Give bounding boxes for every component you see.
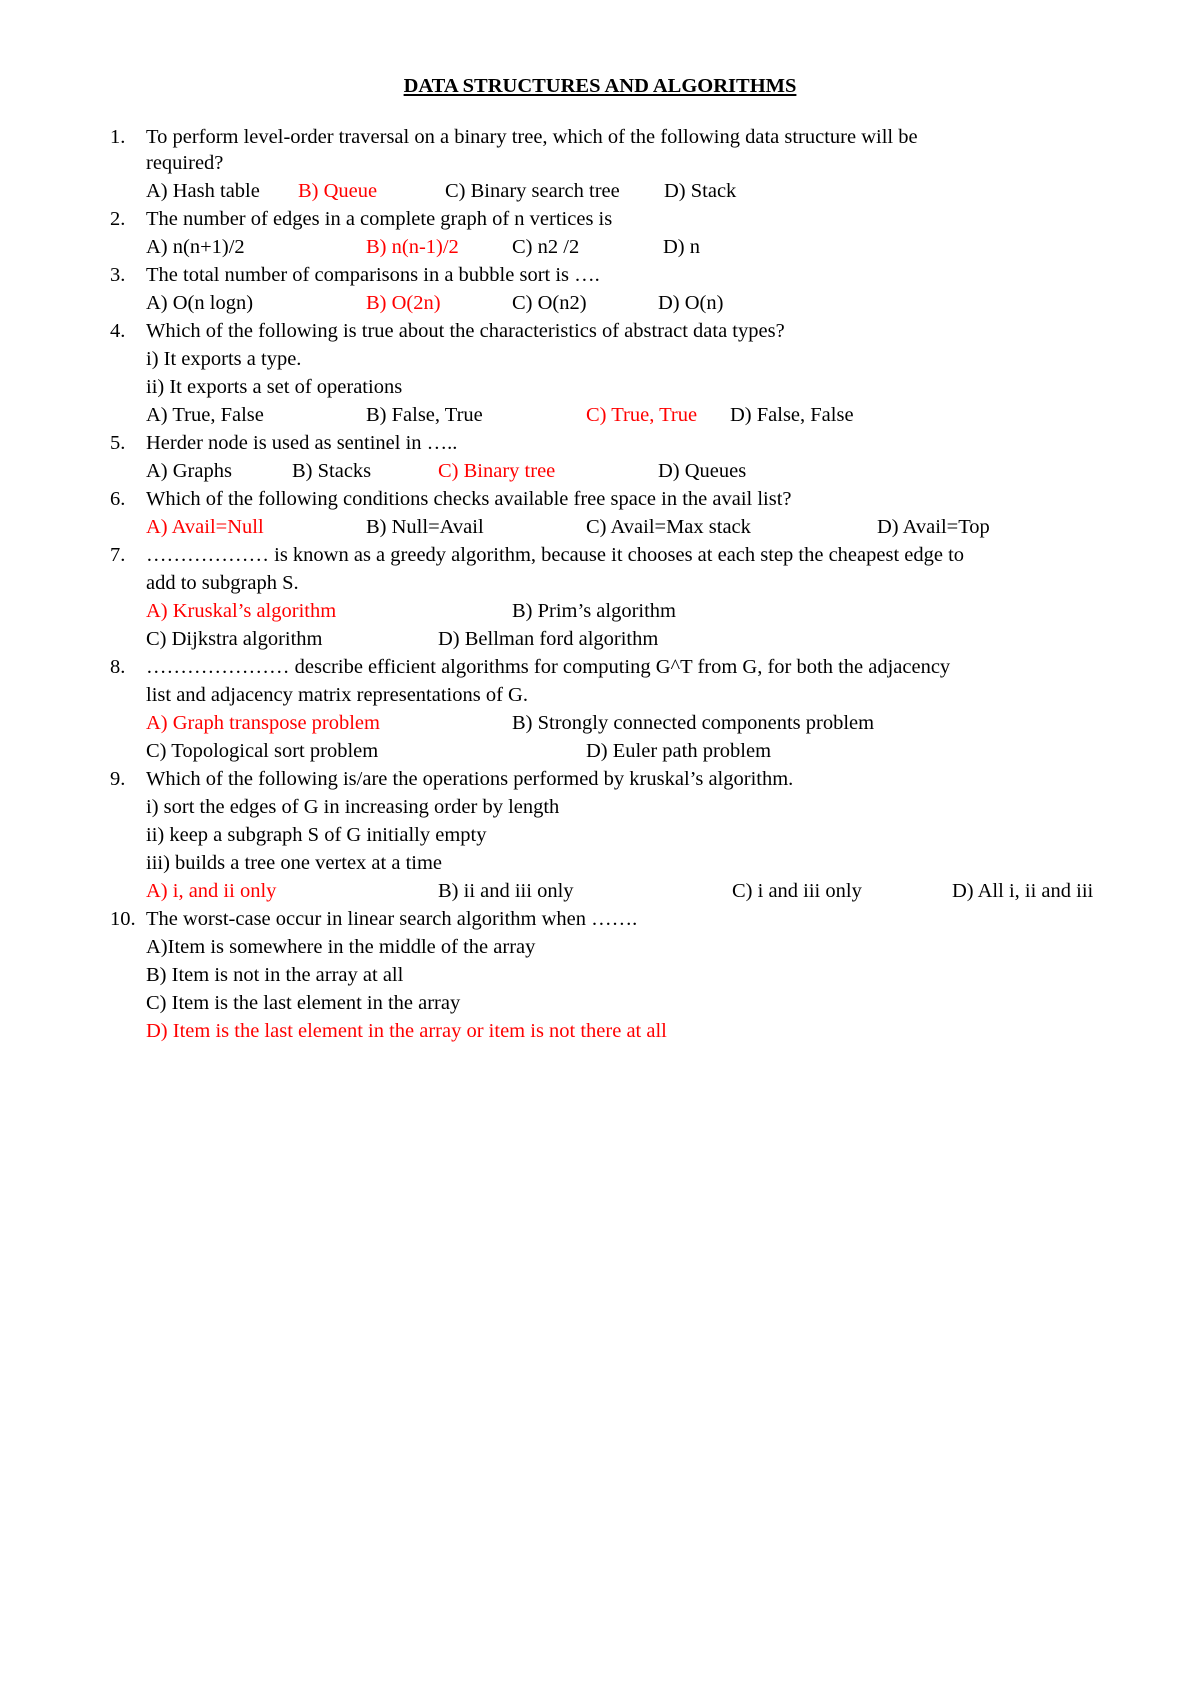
- option-c: C) n2 /2: [512, 236, 580, 258]
- option-b: B) ii and iii only: [438, 880, 574, 902]
- correct-answer: B) n(n-1)/2: [366, 236, 459, 258]
- option-b: B) Null=Avail: [366, 516, 484, 538]
- option-a: A) True, False: [146, 404, 264, 426]
- question-text: The number of edges in a complete graph of n vertices is: [146, 208, 613, 230]
- question-text: The total number of comparisons in a bubble sort is ….: [146, 264, 600, 286]
- option-a: A) Hash table: [146, 180, 260, 202]
- option-b: B) Strongly connected components problem: [512, 712, 875, 734]
- option-c: C) O(n2): [512, 292, 587, 314]
- question-text: Which of the following conditions checks available free space in the avail list?: [146, 488, 792, 510]
- question-number: 6.: [110, 488, 126, 510]
- correct-answer: B) Queue: [298, 180, 378, 202]
- option-c: C) Binary search tree: [445, 180, 620, 202]
- option-d: D) Stack: [664, 180, 737, 202]
- option-c: C) Item is the last element in the array: [146, 992, 461, 1014]
- option-b: B) Stacks: [292, 460, 372, 482]
- option-d: D) Bellman ford algorithm: [438, 628, 659, 650]
- question-number: 4.: [110, 320, 126, 342]
- option-c: C) Avail=Max stack: [586, 516, 751, 538]
- option-c: C) Dijkstra algorithm: [146, 628, 323, 650]
- question-text: i) sort the edges of G in increasing order by length: [146, 796, 560, 818]
- correct-answer: A) Graph transpose problem: [146, 712, 380, 734]
- option-b: B) Item is not in the array at all: [146, 964, 404, 986]
- question-number: 5.: [110, 432, 126, 454]
- option-c: C) i and iii only: [732, 880, 862, 902]
- question-number: 10.: [110, 908, 136, 930]
- question-number: 9.: [110, 768, 126, 790]
- option-a: A)Item is somewhere in the middle of the array: [146, 936, 536, 958]
- correct-answer: A) Avail=Null: [146, 516, 264, 538]
- question-text: Herder node is used as sentinel in …..: [146, 432, 458, 454]
- correct-answer: D) Item is the last element in the array or item is not there at all: [146, 1020, 667, 1042]
- question-text: ………………… describe efficient algorithms for computing G^T from G, for both the adjacency: [146, 656, 951, 678]
- question-text: iii) builds a tree one vertex at a time: [146, 852, 442, 874]
- option-a: A) n(n+1)/2: [146, 236, 245, 258]
- option-d: D) n: [663, 236, 701, 258]
- question-text: add to subgraph S.: [146, 572, 299, 594]
- option-d: D) All i, ii and iii: [952, 880, 1094, 902]
- option-d: D) O(n): [658, 292, 724, 314]
- correct-answer: C) Binary tree: [438, 460, 556, 482]
- option-c: C) Topological sort problem: [146, 740, 379, 762]
- question-text: Which of the following is/are the operations performed by kruskal’s algorithm.: [146, 768, 794, 790]
- question-text: ……………… is known as a greedy algorithm, because it chooses at each step the cheapest edge to: [146, 544, 965, 566]
- question-text: required?: [146, 152, 224, 174]
- question-text: ii) It exports a set of operations: [146, 376, 403, 398]
- option-d: D) Euler path problem: [586, 740, 772, 762]
- question-number: 8.: [110, 656, 126, 678]
- option-d: D) False, False: [730, 404, 854, 426]
- question-number: 2.: [110, 208, 126, 230]
- option-d: D) Queues: [658, 460, 747, 482]
- question-number: 1.: [110, 126, 126, 148]
- correct-answer: C) True, True: [586, 404, 698, 426]
- question-number: 7.: [110, 544, 126, 566]
- correct-answer: B) O(2n): [366, 292, 441, 314]
- question-number: 3.: [110, 264, 126, 286]
- question-text: list and adjacency matrix representations of G.: [146, 684, 528, 706]
- option-b: B) False, True: [366, 404, 483, 426]
- question-text: To perform level-order traversal on a binary tree, which of the following data structure will be: [146, 126, 918, 148]
- option-a: A) O(n logn): [146, 292, 254, 314]
- question-text: i) It exports a type.: [146, 348, 302, 370]
- question-text: ii) keep a subgraph S of G initially empty: [146, 824, 487, 846]
- option-b: B) Prim’s algorithm: [512, 600, 676, 622]
- option-a: A) Graphs: [146, 460, 232, 482]
- question-text: Which of the following is true about the characteristics of abstract data types?: [146, 320, 785, 342]
- page-title: DATA STRUCTURES AND ALGORITHMS: [403, 75, 797, 97]
- option-d: D) Avail=Top: [877, 516, 990, 538]
- correct-answer: A) Kruskal’s algorithm: [146, 600, 337, 622]
- correct-answer: A) i, and ii only: [146, 880, 277, 902]
- question-text: The worst-case occur in linear search algorithm when …….: [146, 908, 638, 930]
